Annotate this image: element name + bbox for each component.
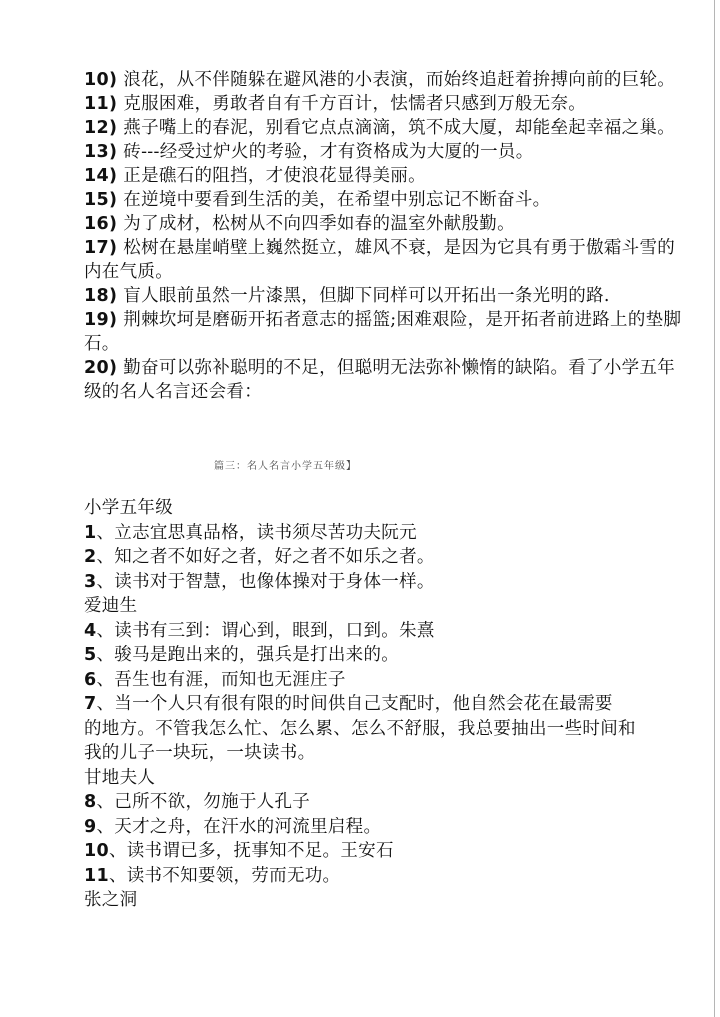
author-line-3: 张之洞 — [84, 890, 138, 910]
quote-item-11: 11) 克服困难，勇敢者自有千方百计，怯懦者只感到万般无奈。 — [84, 94, 587, 114]
quote-item-16: 16) 为了成材，松树从不向四季如春的温室外献殷勤。 — [84, 214, 515, 234]
list-item-7-cont-1: 的地方。不管我怎么忙、怎么累、怎么不舒服，我总要抽出一些时间和 — [84, 718, 636, 739]
list-item-10: 10、读书谓已多，抚事知不足。王安石 — [84, 841, 394, 861]
list-item-7-cont-2: 我的儿子一块玩，一块读书。 — [84, 743, 316, 763]
list-item-5: 5、骏马是跑出来的，强兵是打出来的。 — [84, 645, 400, 665]
list-item-7: 7、当一个人只有很有限的时间供自己支配时，他自然会花在最需要 — [84, 694, 613, 714]
author-line-2: 甘地夫人 — [84, 767, 156, 788]
quote-item-10: 10) 浪花，从不伴随躲在避风港的小表演，而始终追赶着拚搏向前的巨轮。 — [84, 70, 676, 90]
list-item-11: 11、读书不知要领，劳而无功。 — [84, 865, 341, 886]
list-item-9: 9、天才之舟，在汗水的河流里启程。 — [84, 816, 382, 837]
author-line-1: 爱迪生 — [84, 596, 138, 616]
section-title: 篇三：名人名言小学五年级】 — [214, 461, 357, 472]
list-item-4: 4、读书有三到：谓心到，眼到，口到。朱熹 — [84, 620, 435, 641]
list-item-8: 8、己所不欲，勿施于人孔子 — [84, 792, 311, 812]
list-item-3: 3、读书对于智慧，也像体操对于身体一样。 — [84, 571, 435, 592]
quote-item-15: 15) 在逆境中要看到生活的美，在希望中别忘记不断奋斗。 — [84, 190, 551, 210]
list-item-2: 2、知之者不如好之者，好之者不如乐之者。 — [84, 547, 435, 567]
quote-item-20: 20) 勤奋可以弥补聪明的不足，但聪明无法弥补懒惰的缺陷。看了小学五年级的名人名言还会看： — [84, 358, 676, 402]
section-heading: 小学五年级 — [84, 498, 173, 518]
list-item-1: 1、立志宜思真品格，读书须尽苦功夫阮元 — [84, 522, 417, 543]
quote-item-12: 12) 燕子嘴上的春泥，别看它点点滴滴，筑不成大厦，却能垒起幸福之巢。 — [84, 118, 676, 138]
quote-item-18: 18) 盲人眼前虽然一片漆黑，但脚下同样可以开拓出一条光明的路. — [84, 286, 610, 306]
quote-item-13: 13) 砖---经受过炉火的考验，才有资格成为大厦的一员。 — [84, 142, 534, 162]
quote-item-17: 17) 松树在悬崖峭壁上巍然挺立，雄风不衰，是因为它具有勇于傲霜斗雪的内在气质。 — [84, 238, 676, 282]
quote-item-19: 19) 荆棘坎坷是磨砺开拓者意志的摇篮;困难艰险，是开拓者前进路上的垫脚石。 — [84, 310, 682, 354]
quote-list-top — [84, 68, 684, 404]
quote-list-bottom — [84, 496, 684, 913]
list-item-6: 6、吾生也有涯，而知也无涯庄子 — [84, 669, 346, 690]
quote-item-14: 14) 正是礁石的阻挡，才使浪花显得美丽。 — [84, 166, 426, 186]
page-edge-line — [714, 0, 715, 1017]
